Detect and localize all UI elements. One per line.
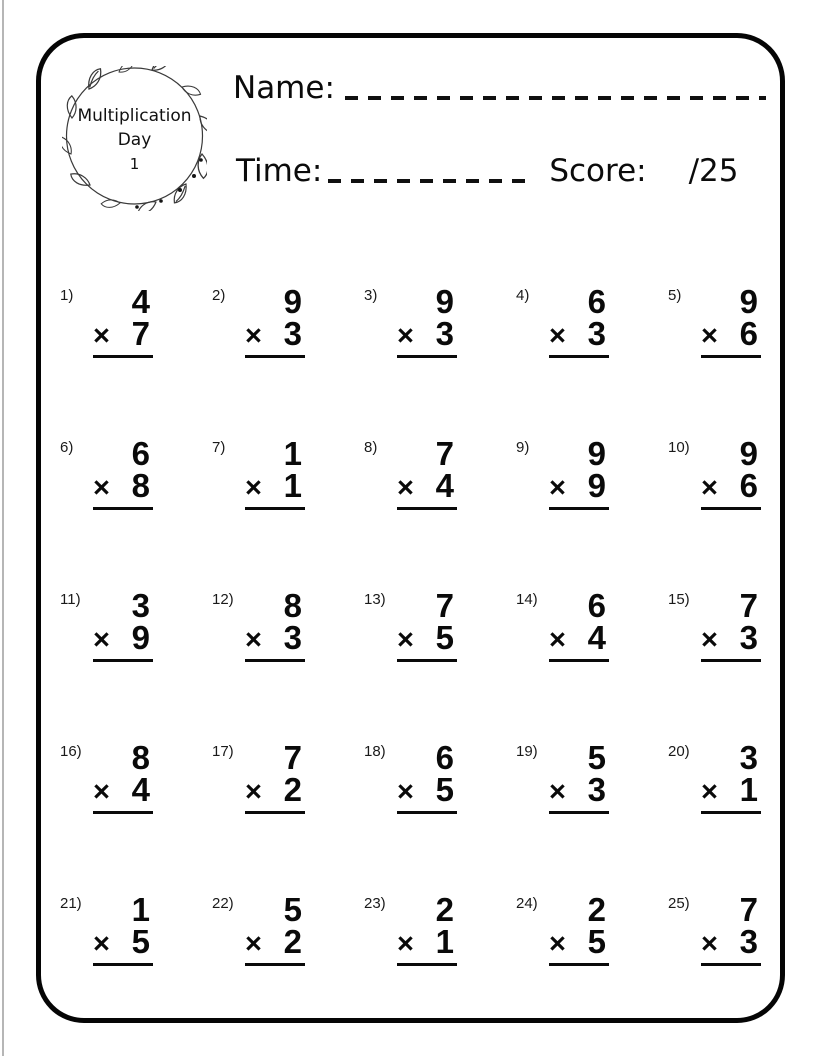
problem-expression <box>549 283 609 358</box>
multiply-sign: × <box>93 624 110 656</box>
score-label: Score: <box>549 153 647 189</box>
multiplicand: 9 <box>435 283 454 320</box>
multiplier: 3 <box>587 315 606 352</box>
problem <box>60 436 212 588</box>
problem-number: 11) <box>60 591 81 608</box>
multiplier: 5 <box>435 619 454 656</box>
problem-number: 22) <box>212 895 234 912</box>
problem-number: 7) <box>212 439 226 456</box>
problem-number: 17) <box>212 743 234 760</box>
problem-number: 25) <box>668 895 690 912</box>
multiplier: 9 <box>587 467 606 504</box>
problem-expression <box>245 283 305 358</box>
multiply-sign: × <box>549 472 566 504</box>
problem-number: 6) <box>60 439 74 456</box>
name-row <box>233 68 766 108</box>
problem-expression <box>397 435 457 510</box>
problem-expression <box>701 283 761 358</box>
worksheet-border <box>36 33 785 1023</box>
multiply-sign: × <box>397 776 414 808</box>
multiply-sign: × <box>93 928 110 960</box>
multiplier: 9 <box>131 619 150 656</box>
multiplier: 1 <box>283 467 302 504</box>
problem-number: 9) <box>516 439 530 456</box>
problem-number: 1) <box>60 287 74 304</box>
problem <box>668 740 818 892</box>
problem-expression <box>549 587 609 662</box>
multiplier: 3 <box>587 771 606 808</box>
multiplicand: 7 <box>435 587 454 624</box>
multiplier: 7 <box>131 315 150 352</box>
multiplicand: 1 <box>283 435 302 472</box>
problem-expression <box>701 739 761 814</box>
problem <box>668 892 818 1044</box>
time-score-row <box>236 151 738 191</box>
multiply-sign: × <box>549 320 566 352</box>
problem <box>212 284 364 436</box>
problem <box>212 740 364 892</box>
problem <box>212 588 364 740</box>
multiply-sign: × <box>245 928 262 960</box>
multiply-sign: × <box>701 472 718 504</box>
problem-number: 8) <box>364 439 378 456</box>
problem-expression <box>397 283 457 358</box>
problem-number: 18) <box>364 743 386 760</box>
problem-number: 3) <box>364 287 378 304</box>
problem <box>516 436 668 588</box>
problem-expression <box>245 891 305 966</box>
problem <box>364 284 516 436</box>
multiplicand: 6 <box>435 739 454 776</box>
multiply-sign: × <box>93 776 110 808</box>
problem-number: 23) <box>364 895 386 912</box>
multiplicand: 6 <box>587 587 606 624</box>
problem-number: 2) <box>212 287 226 304</box>
multiply-sign: × <box>245 472 262 504</box>
multiplier: 3 <box>739 619 758 656</box>
problem-expression <box>549 891 609 966</box>
problem-expression <box>93 891 153 966</box>
problem-number: 10) <box>668 439 690 456</box>
problem-expression <box>245 587 305 662</box>
problem-number: 12) <box>212 591 234 608</box>
multiply-sign: × <box>701 624 718 656</box>
multiplier: 3 <box>435 315 454 352</box>
multiply-sign: × <box>245 776 262 808</box>
multiplier: 5 <box>435 771 454 808</box>
problem-expression <box>701 435 761 510</box>
logo-subtitle: Day <box>117 130 152 150</box>
problem <box>668 284 818 436</box>
problem <box>364 588 516 740</box>
problem-expression <box>701 891 761 966</box>
multiply-sign: × <box>245 320 262 352</box>
problem-number: 5) <box>668 287 682 304</box>
multiply-sign: × <box>549 928 566 960</box>
multiplicand: 9 <box>739 283 758 320</box>
problem-number: 4) <box>516 287 530 304</box>
multiplier: 2 <box>283 923 302 960</box>
problem <box>516 892 668 1044</box>
multiplicand: 7 <box>739 891 758 928</box>
wreath-logo <box>62 66 207 211</box>
problem-expression <box>549 435 609 510</box>
multiplier: 3 <box>739 923 758 960</box>
problem <box>212 892 364 1044</box>
problem-number: 21) <box>60 895 82 912</box>
problem <box>212 436 364 588</box>
problem <box>364 436 516 588</box>
multiply-sign: × <box>245 624 262 656</box>
multiplier: 4 <box>131 771 150 808</box>
multiplicand: 3 <box>131 587 150 624</box>
multiply-sign: × <box>397 320 414 352</box>
time-fill-line <box>328 179 533 183</box>
problem <box>364 892 516 1044</box>
problem <box>364 740 516 892</box>
multiply-sign: × <box>93 320 110 352</box>
logo-title: Multiplication <box>77 106 192 126</box>
problem <box>668 588 818 740</box>
multiplicand: 3 <box>739 739 758 776</box>
multiplicand: 6 <box>131 435 150 472</box>
multiplicand: 7 <box>435 435 454 472</box>
multiply-sign: × <box>701 928 718 960</box>
problem <box>60 740 212 892</box>
multiply-sign: × <box>397 624 414 656</box>
problem-expression <box>397 891 457 966</box>
problem-expression <box>701 587 761 662</box>
multiplier: 3 <box>283 315 302 352</box>
multiplicand: 4 <box>131 283 150 320</box>
name-fill-line <box>345 96 766 100</box>
problem-expression <box>93 435 153 510</box>
multiply-sign: × <box>397 928 414 960</box>
multiply-sign: × <box>701 320 718 352</box>
problem <box>60 588 212 740</box>
multiplier: 5 <box>131 923 150 960</box>
multiplicand: 9 <box>587 435 606 472</box>
problem-expression <box>93 283 153 358</box>
multiply-sign: × <box>549 776 566 808</box>
problem-expression <box>397 587 457 662</box>
multiplicand: 5 <box>283 891 302 928</box>
score-value: /25 <box>688 153 739 189</box>
problem-number: 16) <box>60 743 82 760</box>
multiplier: 6 <box>739 467 758 504</box>
problem <box>516 284 668 436</box>
problem-number: 15) <box>668 591 690 608</box>
problem-expression <box>93 739 153 814</box>
time-label: Time: <box>236 153 323 189</box>
multiply-sign: × <box>701 776 718 808</box>
problem-number: 13) <box>364 591 386 608</box>
problem-number: 14) <box>516 591 538 608</box>
multiplicand: 1 <box>131 891 150 928</box>
multiplier: 4 <box>587 619 606 656</box>
multiplicand: 6 <box>587 283 606 320</box>
multiplier: 6 <box>739 315 758 352</box>
problem <box>60 284 212 436</box>
multiplicand: 5 <box>587 739 606 776</box>
problem-number: 24) <box>516 895 538 912</box>
problem <box>668 436 818 588</box>
problem-number: 20) <box>668 743 690 760</box>
multiplier: 3 <box>283 619 302 656</box>
problem-expression <box>245 739 305 814</box>
problems-grid <box>60 284 818 1044</box>
multiplicand: 2 <box>435 891 454 928</box>
multiplier: 4 <box>435 467 454 504</box>
problem-expression <box>245 435 305 510</box>
problem <box>60 892 212 1044</box>
problem-number: 19) <box>516 743 538 760</box>
problem <box>516 740 668 892</box>
multiplicand: 8 <box>283 587 302 624</box>
multiplicand: 8 <box>131 739 150 776</box>
multiply-sign: × <box>93 472 110 504</box>
problem-expression <box>93 587 153 662</box>
name-label: Name: <box>233 70 335 106</box>
multiplier: 1 <box>739 771 758 808</box>
multiplicand: 7 <box>283 739 302 776</box>
multiplier: 5 <box>587 923 606 960</box>
multiplicand: 9 <box>739 435 758 472</box>
multiplier: 2 <box>283 771 302 808</box>
multiply-sign: × <box>549 624 566 656</box>
multiply-sign: × <box>397 472 414 504</box>
problem <box>516 588 668 740</box>
multiplicand: 7 <box>739 587 758 624</box>
multiplicand: 9 <box>283 283 302 320</box>
multiplier: 1 <box>435 923 454 960</box>
problem-expression <box>549 739 609 814</box>
multiplicand: 2 <box>587 891 606 928</box>
logo-number: 1 <box>129 155 140 173</box>
page-edge-line <box>2 0 4 1056</box>
multiplier: 8 <box>131 467 150 504</box>
problem-expression <box>397 739 457 814</box>
